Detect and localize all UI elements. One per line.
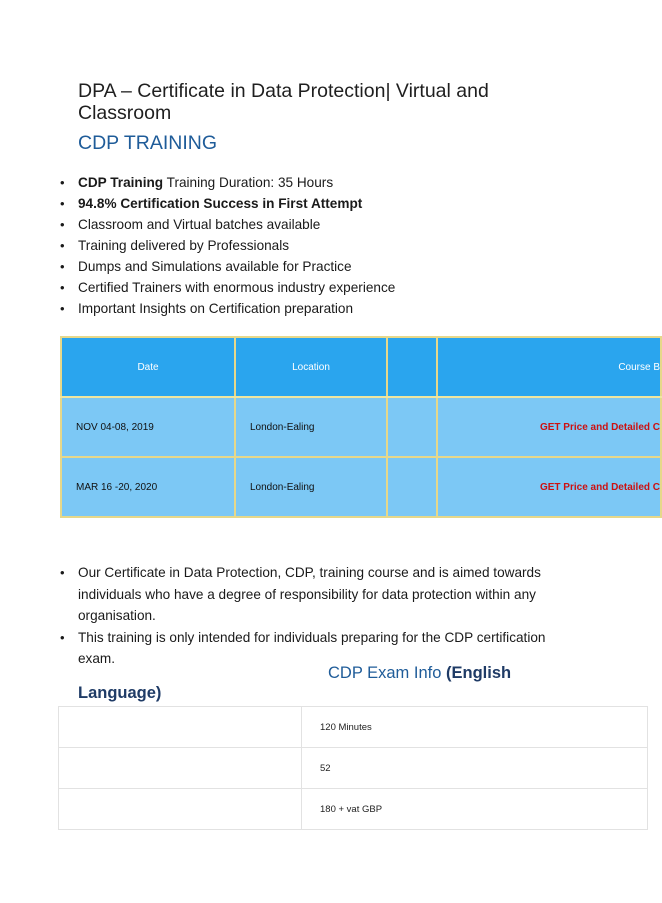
date-cell: NOV 04-08, 2019 <box>61 397 235 457</box>
list-item-text: Training delivered by Professionals <box>78 238 290 253</box>
blank-cell <box>387 397 437 457</box>
schedule-table <box>60 336 662 518</box>
list-item-text: Dumps and Simulations available for Practice <box>78 259 352 274</box>
table-row <box>59 707 648 748</box>
location-cell: London-Ealing <box>235 457 387 517</box>
exam-info-table <box>58 706 648 830</box>
table-header-row <box>61 337 661 397</box>
exam-info-heading <box>328 664 511 683</box>
bullet-icon: • <box>60 175 65 190</box>
exam-key-cell <box>59 789 302 830</box>
list-item <box>0 214 600 235</box>
paragraph-text: This training is only intended for individuals preparing for the CDP certification exam. <box>78 629 546 666</box>
column-header-course: Course B <box>437 337 661 397</box>
exam-key-cell <box>59 707 302 748</box>
exam-heading-plain: CDP Exam Info <box>328 664 446 682</box>
table-row <box>61 397 661 457</box>
bullet-icon: • <box>60 217 65 232</box>
exam-value-cell: 52 <box>302 748 648 789</box>
list-item-text: Training Duration: 35 Hours <box>163 175 334 190</box>
list-item <box>0 562 558 627</box>
list-item-text: Certified Trainers with enormous industry experience <box>78 280 396 295</box>
paragraph-text: Our Certificate in Data Protection, CDP, training course and is aimed towards individuals who have a degree of responsibility for data protection within any organisation. <box>78 565 541 623</box>
exam-heading-bold: (English <box>446 664 512 682</box>
list-item <box>0 277 600 298</box>
column-header-date: Date <box>61 337 235 397</box>
column-header-location: Location <box>235 337 387 397</box>
table-row <box>59 789 648 830</box>
bullet-icon: • <box>60 280 65 295</box>
page-subtitle: CDP TRAINING <box>78 132 218 154</box>
bullet-icon: • <box>60 565 65 580</box>
list-item-text: Important Insights on Certification preparation <box>78 301 354 316</box>
price-link[interactable]: GET Price and Detailed C <box>437 457 661 517</box>
list-item-bold: CDP Training <box>78 175 164 190</box>
bullet-icon: • <box>60 196 65 211</box>
description-list <box>0 562 580 670</box>
list-item-bold: 94.8% Certification Success in First Attempt <box>78 196 363 211</box>
list-item <box>0 235 600 256</box>
page-title: DPA – Certificate in Data Protection| Virtual and Classroom <box>78 80 489 124</box>
list-item-text: Classroom and Virtual batches available <box>78 217 321 232</box>
table-row <box>59 748 648 789</box>
feature-list <box>0 172 600 319</box>
exam-value-cell: 120 Minutes <box>302 707 648 748</box>
list-item <box>0 298 600 319</box>
date-cell: MAR 16 -20, 2020 <box>61 457 235 517</box>
location-cell: London-Ealing <box>235 397 387 457</box>
list-item <box>0 172 600 193</box>
exam-key-cell <box>59 748 302 789</box>
bullet-icon: • <box>60 238 65 253</box>
column-header-blank <box>387 337 437 397</box>
bullet-icon: • <box>60 301 65 316</box>
bullet-icon: • <box>60 259 65 274</box>
table-row <box>61 457 661 517</box>
bullet-icon: • <box>60 629 65 645</box>
blank-cell <box>387 457 437 517</box>
exam-info-heading-continued: Language) <box>78 684 162 702</box>
list-item <box>0 193 600 214</box>
price-link[interactable]: GET Price and Detailed C <box>437 397 661 457</box>
list-item <box>0 256 600 277</box>
exam-value-cell: 180 + vat GBP <box>302 789 648 830</box>
